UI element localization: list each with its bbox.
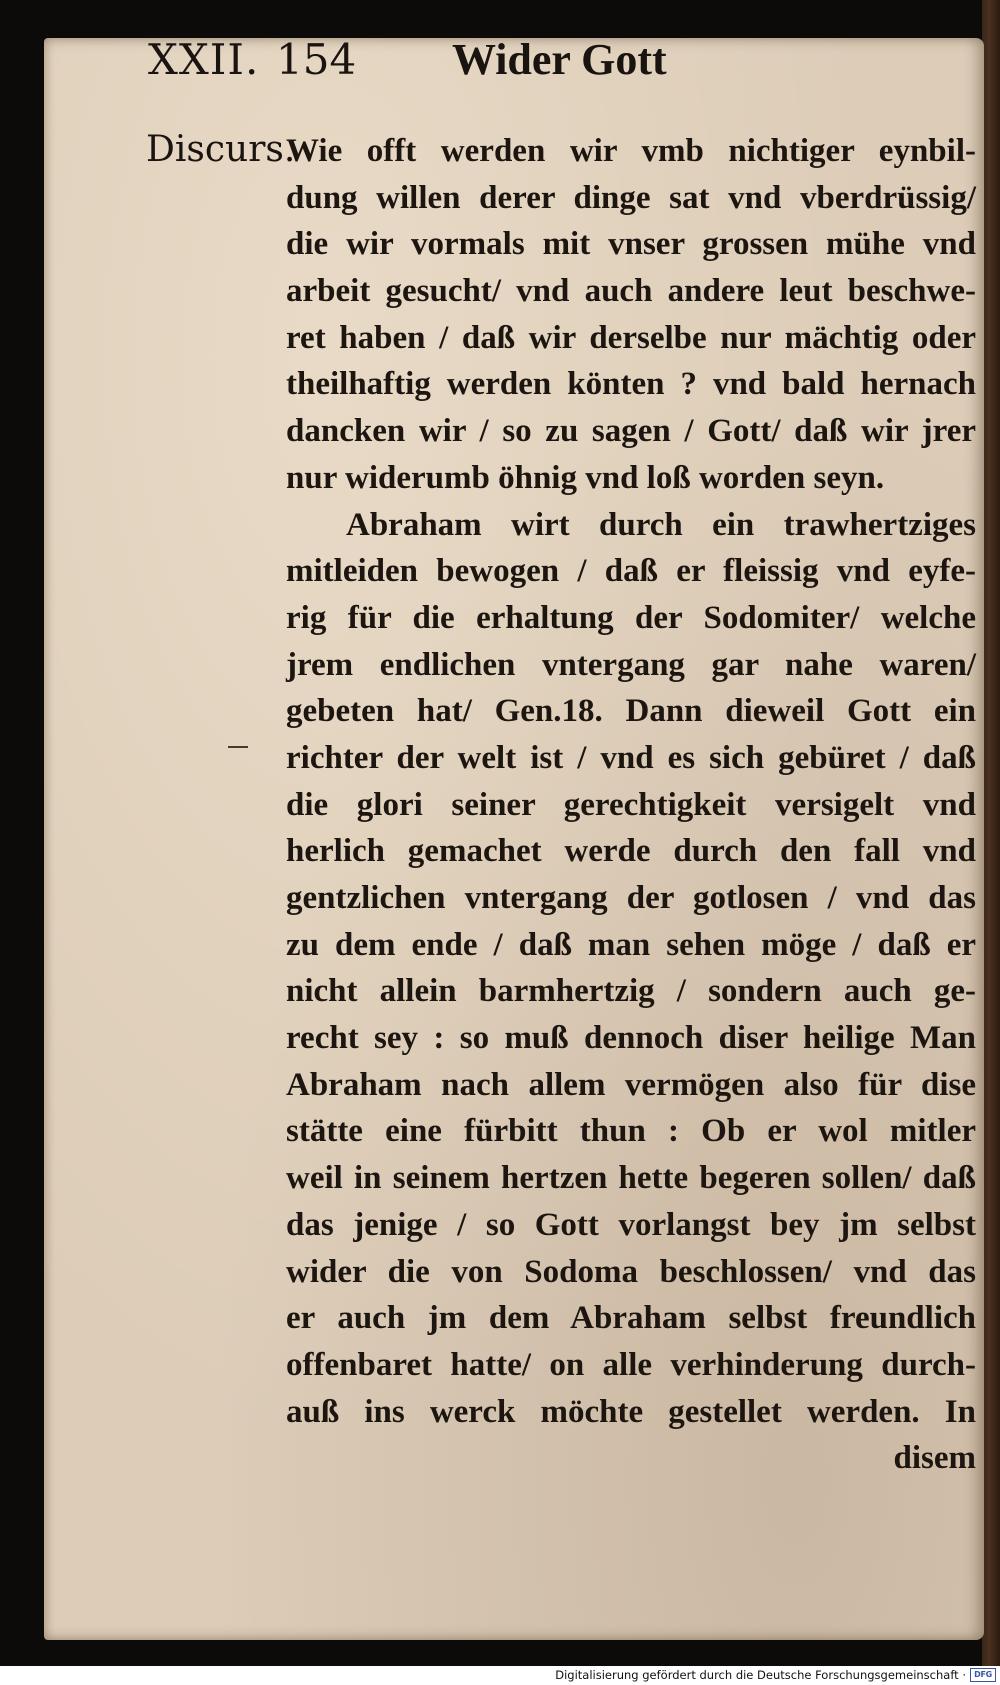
catchword: disem	[893, 1440, 976, 1477]
text-line: er auch jm dem Abraham selbst freundlich	[286, 1300, 976, 1337]
body-text	[286, 128, 976, 1482]
margin-note: Discurs.	[146, 129, 296, 170]
running-title: Wider Gott	[452, 35, 667, 84]
chapter-number: XXII.	[148, 35, 260, 84]
text-line: rig für die erhaltung der Sodomiter/ welche	[286, 599, 976, 636]
text-line: dung willen derer dinge sat vnd vberdrüssig/	[286, 179, 976, 216]
text-line: auß ins werck möchte gestellet werden. In	[286, 1393, 976, 1430]
text-line: arbeit gesucht/ vnd auch andere leut beschwe-	[286, 273, 976, 310]
book-edge	[982, 0, 1000, 1666]
dfg-logo: DFG	[970, 1668, 996, 1682]
text-line: recht sey : so muß dennoch diser heilige Man	[286, 1020, 976, 1057]
text-line: gentzlichen vntergang der gotlosen / vnd das	[286, 880, 976, 916]
text-line: die wir vormals mit vnser grossen mühe vnd	[286, 226, 976, 263]
text-line: gebeten hat/ Gen.18. Dann dieweil Gott ein	[286, 693, 976, 730]
text-line: jrem endlichen vntergang gar nahe waren/	[286, 646, 976, 683]
page-number: 154	[276, 35, 357, 84]
text-line: herlich gemachet werde durch den fall vnd	[286, 833, 976, 870]
text-line: Abraham nach allem vermögen also für dise	[286, 1066, 976, 1103]
footer-bar	[0, 1666, 1000, 1685]
text-line: das jenige / so Gott vorlangst bey jm selbst	[286, 1206, 976, 1243]
text-line: richter der welt ist / vnd es sich gebüret / daß	[286, 739, 976, 776]
text-line: stätte eine fürbitt thun : Ob er wol mitler	[286, 1113, 976, 1150]
funding-credit: Digitalisierung gefördert durch die Deutsche Forschungsgemeinschaft ·	[555, 1668, 966, 1682]
text-line: Abraham wirt durch ein trawhertziges	[346, 506, 976, 543]
text-line: mitleiden bewogen / daß er fleissig vnd eyfe-	[286, 553, 976, 590]
text-line: zu dem ende / daß man sehen möge / daß er	[286, 926, 976, 963]
text-line: Wie offt werden wir vmb nichtiger eynbil-	[286, 133, 976, 169]
margin-mark	[228, 746, 248, 748]
text-line: nur widerumb öhnig vnd loß worden seyn.	[286, 459, 885, 496]
text-line: wider die von Sodoma beschlossen/ vnd das	[286, 1253, 976, 1290]
text-line: die glori seiner gerechtigkeit versigelt vnd	[286, 786, 976, 823]
text-line: nicht allein barmhertzig / sondern auch ge-	[286, 973, 976, 1010]
text-line: ret haben / daß wir derselbe nur mächtig oder	[286, 319, 976, 356]
text-line: theilhaftig werden könten ? vnd bald hernach	[286, 366, 976, 403]
text-line: weil in seinem hertzen hette begeren sollen/ daß	[286, 1160, 976, 1197]
text-line: dancken wir / so zu sagen / Gott/ daß wir jrer	[286, 413, 976, 450]
text-line: offenbaret hatte/ on alle verhinderung durch-	[286, 1346, 976, 1383]
